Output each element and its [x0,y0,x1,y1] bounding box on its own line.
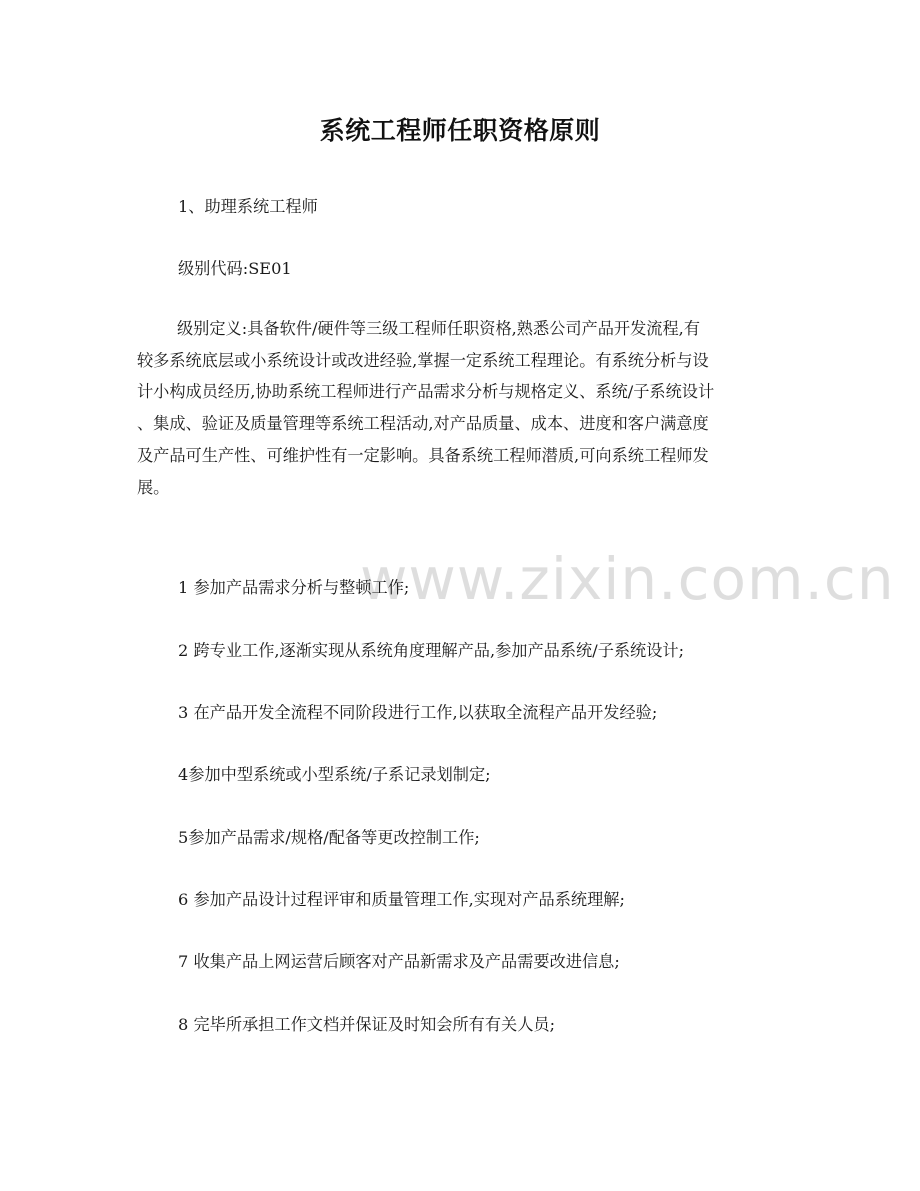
section-heading: 1、助理系统工程师 [178,197,318,216]
definition-line: 及产品可生产性、可维护性有一定影响。具备系统工程师潜质,可向系统工程师发 [137,445,709,465]
definition-line: 级别定义:具备软件/硬件等三级工程师任职资格,熟悉公司产品开发流程,有 [177,319,701,338]
document-title: 系统工程师任职资格原则 [319,116,601,145]
definition-line: 计小构成员经历,协助系统工程师进行产品需求分析与规格定义、系统/子系统设计 [137,382,715,402]
list-item: 4参加中型系统或小型系统/子系记录划制定; [178,765,491,784]
definition-line: 较多系统底层或小系统设计或改进经验,掌握一定系统工程理论。有系统分析与设 [137,350,709,370]
level-code: 级别代码:SE01 [178,259,292,278]
list-item: 6 参加产品设计过程评审和质量管理工作,实现对产品系统理解; [178,890,625,909]
watermark: www.zixin.com.cn [360,545,895,613]
definition-line: 展。 [137,477,170,497]
list-item: 3 在产品开发全流程不同阶段进行工作,以获取全流程产品开发经验; [178,703,658,722]
list-item: 7 收集产品上网运营后顾客对产品新需求及产品需要改进信息; [178,952,620,971]
list-item: 8 完毕所承担工作文档并保证及时知会所有有关人员; [178,1015,556,1034]
list-item: 2 跨专业工作,逐渐实现从系统角度理解产品,参加产品系统/子系统设计; [178,641,685,660]
level-definition [137,313,807,503]
definition-line: 、集成、验证及质量管理等系统工程活动,对产品质量、成本、进度和客户满意度 [137,414,709,434]
list-item: 1 参加产品需求分析与整顿工作; [178,578,410,597]
list-item: 5参加产品需求/规格/配备等更改控制工作; [178,828,480,847]
